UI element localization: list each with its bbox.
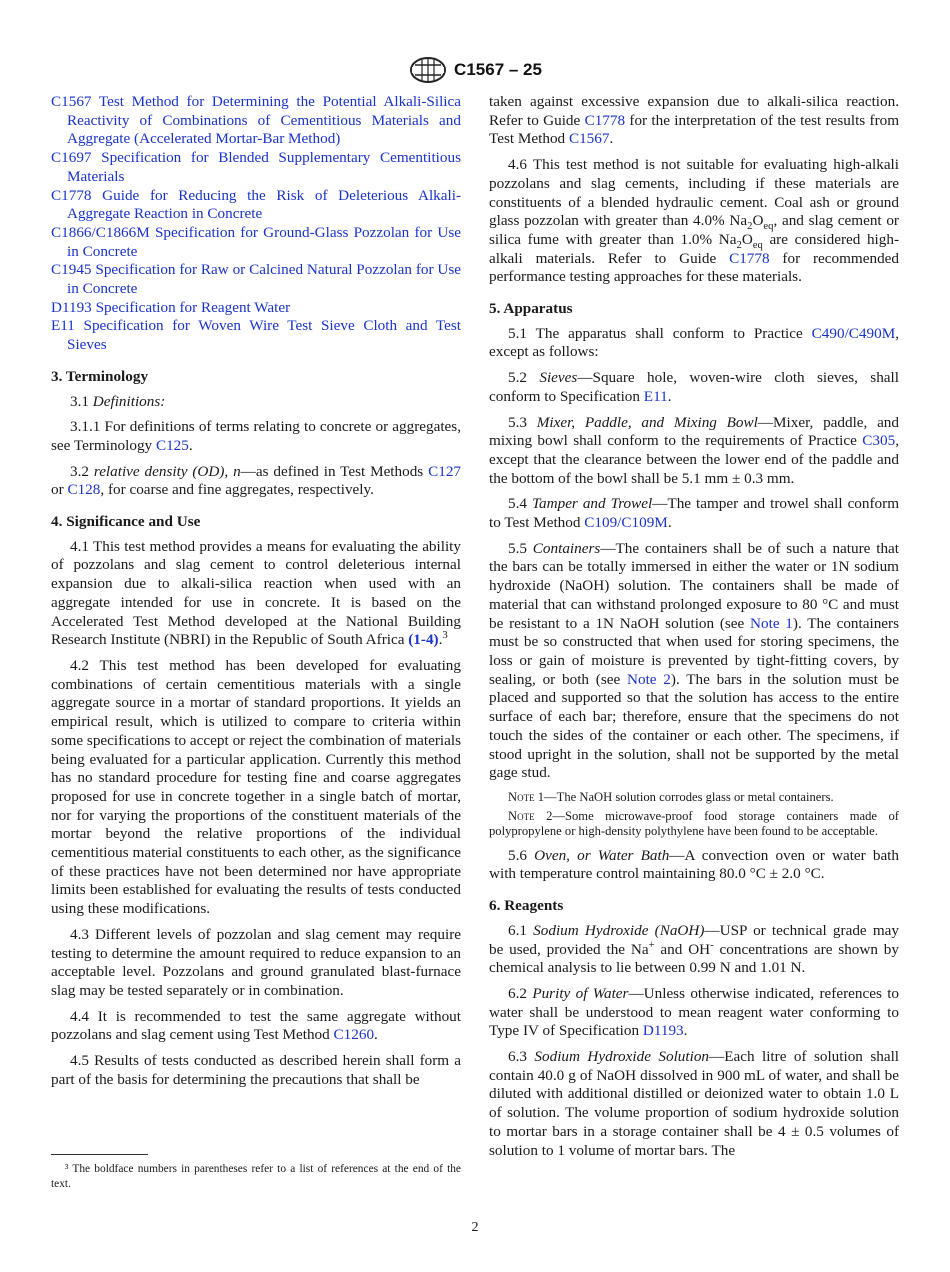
para-3-2: 3.2 relative density (OD), n—as defined in Test Methods C127 or C128, for coarse and fine aggregates, respectively. <box>51 462 462 499</box>
section-heading-significance: 4. Significance and Use <box>51 513 201 531</box>
astm-logo-icon <box>408 56 448 84</box>
para-3-1-1: 3.1.1 For definitions of terms relating to concrete or aggregates, see Terminology C125. <box>51 418 461 454</box>
link-c128[interactable]: C128 <box>67 481 101 499</box>
para-5-5: 5.5 Containers—The containers shall be of such a nature that the bars can be totally immersed in either the water or 1N sodium hydroxide (NaOH) solution. The containers shall be made of material that can withstand prolonged exposure to 80 °C and must be resistant to a 1N NaOH solution (see Note 1). The containers must be so constructed that when used for storing specimens, the loss or gain of moisture is prevented by tight-fitting covers, by sealing, or both (see Note 2). The bars in the solution must be placed and supported so that the solution has access to the entire surface of each bar; therefore, ensure that the specimens do not touch the sides of the container or each other. The specimens, if stood upright in the solution, shall not be supported by the metal gage stud. <box>489 539 899 782</box>
para-4-4: 4.4 It is recommended to test the same aggregate without pozzolans and slag cement using Test Method C1260. <box>51 1007 461 1044</box>
right-column <box>489 93 899 1167</box>
section-heading-reagents: 6. Reagents <box>489 897 564 915</box>
link-c127[interactable]: C127 <box>428 462 462 480</box>
para-5-4: 5.4 Tamper and Trowel—The tamper and trowel shall conform to Test Method C109/C109M. <box>489 495 900 532</box>
left-column <box>51 93 461 1096</box>
reference-item[interactable]: C1866/C1866M Specification for Ground-Glass Pozzolan for Use in Concrete <box>51 223 461 260</box>
reference-item[interactable]: C1697 Specification for Blended Supplementary Cementitious Materials <box>51 149 461 185</box>
reference-item[interactable]: D1193 Specification for Reagent Water <box>51 298 291 316</box>
link-c490[interactable]: C490/C490M <box>811 324 896 342</box>
page-number: 2 <box>471 1220 479 1235</box>
para-6-2: 6.2 Purity of Water—Unless otherwise indicated, references to water shall be understood to mean reagent water conforming to Type IV of Specification D1193. <box>489 984 900 1040</box>
link-d1193[interactable]: D1193 <box>642 1022 684 1040</box>
para-4-5-continued: taken against excessive expansion due to alkali-silica reaction. Refer to Guide C1778 for the interpretation of the test results from Test Method C1567. <box>489 93 900 148</box>
note-1: Note 1—The NaOH solution corrodes glass or metal containers. <box>508 789 834 804</box>
reference-item[interactable]: C1945 Specification for Raw or Calcined Natural Pozzolan for Use in Concrete <box>51 261 461 298</box>
section-heading-terminology: 3. Terminology <box>51 367 149 385</box>
link-c1567[interactable]: C1567 <box>568 130 610 148</box>
section-heading-apparatus: 5. Apparatus <box>489 300 573 318</box>
para-6-1: 6.1 Sodium Hydroxide (NaOH)—USP or technical grade may be used, provided the Na+ and OH- concentrations are shown by chemical analysis to lie between 0.99 N and 1.01 N. <box>489 921 899 977</box>
para-3-1: 3.1 Definitions: <box>70 392 166 410</box>
link-e11[interactable]: E11 <box>643 387 668 405</box>
para-5-2: 5.2 Sieves—Square hole, woven-wire cloth sieves, shall conform to Specification E11. <box>489 369 899 405</box>
para-6-3: 6.3 Sodium Hydroxide Solution—Each litre of solution shall contain 40.0 g of NaOH dissolved in 900 mL of water, and shall be diluted with additional distilled or deionized water to obtain 1.0 L of solution. The volume proportion of sodium hydroxide solution to mortar bars in a storage container shall be 4 ± 0.5 volumes of solution to 1 volume of mortar bars. The <box>489 1048 900 1159</box>
para-5-3: 5.3 Mixer, Paddle, and Mixing Bowl—Mixer, paddle, and mixing bowl shall conform to the requirements of Practice C305, except that the clearance between the lower end of the paddle and the bottom of the bowl shall be 5.1 mm ± 0.3 mm. <box>489 413 899 487</box>
reference-citation[interactable]: (1-4) <box>408 631 439 649</box>
footnote: ³ The boldface numbers in parentheses refer to a list of references at the end of the text. <box>51 1163 461 1190</box>
para-5-6: 5.6 Oven, or Water Bath—A convection oven or water bath with temperature control maintaining 80.0 °C ± 2.0 °C. <box>489 846 899 883</box>
para-4-5: 4.5 Results of tests conducted as described herein shall form a part of the basis for determining the precautions that shall be <box>51 1052 461 1088</box>
para-4-2: 4.2 This test method has been developed for evaluating combinations of certain cementitious materials with a single aggregate source in a mortar of standard proportions. It yields an empirical result, which is utilized to compare to criteria within some specifications to accept or reject the combination of materials being evaluated for a particular application. Currently this method has no standard procedure for testing fine and coarse aggregates proposed for use in concrete together in a single batch of mortar, nor for varying the proportions of the constituent materials of the mortar beyond the relative proportions of the individual cementitious material constituents to each other, as the significance of these practices have not been determined nor have appropriate limits been established for evaluating the results of tests conducted using these modifications. <box>51 656 461 918</box>
link-c109[interactable]: C109/C109M <box>584 514 668 532</box>
reference-item[interactable]: C1778 Guide for Reducing the Risk of Deleterious Alkali-Aggregate Reaction in Concrete <box>51 186 462 223</box>
footnote-rule <box>51 1154 148 1155</box>
link-note-2[interactable]: Note 2 <box>627 670 671 688</box>
link-c125[interactable]: C125 <box>155 436 189 454</box>
para-4-6: 4.6 This test method is not suitable for evaluating high-alkali pozzolans and slag cements, including if these materials are constituents of a blended hydraulic cement. Coal ash or ground glass pozzolan with greater than 4.0% $Na_2O_{eq}$, and slag cement or silica fume with greater than 1.0% $Na_2O_{eq}$ are considered high-alkali materials. Refer to Guide C1778 for recommended performance testing approaches for these materials. <box>489 156 900 286</box>
page-header <box>0 56 950 84</box>
para-5-1: 5.1 The apparatus shall conform to Practice C490/C490M, except as follows: <box>489 324 900 361</box>
note-2: Note 2—Some microwave-proof food storage containers made of polypropylene or high-density polythylene have been found to be acceptable. <box>489 808 899 839</box>
link-c1778[interactable]: C1778 <box>584 111 626 129</box>
reference-list <box>51 93 461 355</box>
link-c1778[interactable]: C1778 <box>729 249 770 267</box>
footnote-marker: 3 <box>442 630 448 642</box>
link-note-1[interactable]: Note 1 <box>750 614 793 632</box>
document-number: C1567 – 25 <box>454 60 542 79</box>
para-4-1: 4.1 This test method provides a means for evaluating the ability of pozzolans and slag cement to control deleterious internal expansion due to alkali-silica reaction when used with an aggregate intended for use in concrete. It is based on the Accelerated Test Method developed at the National Building Research Institute (NBRI) in the Republic of South Africa (1-4).$^3$ <box>51 537 461 649</box>
reference-item[interactable]: E11 Specification for Woven Wire Test Sieve Cloth and Test Sieves <box>51 317 462 354</box>
para-4-3: 4.3 Different levels of pozzolan and slag cement may require testing to determine the amount required to reduce expansion to an acceptable level. Pozzolans and ground granulated blast-furnace slag may be tested separately or in combination. <box>51 925 461 999</box>
link-c305[interactable]: C305 <box>862 432 896 450</box>
reference-item[interactable]: C1567 Test Method for Determining the Potential Alkali-Silica Reactivity of Combinations of Cementitious Materials and Aggregate (Accelerated Mortar-Bar Method) <box>51 93 461 148</box>
link-c1260[interactable]: C1260 <box>333 1026 375 1044</box>
